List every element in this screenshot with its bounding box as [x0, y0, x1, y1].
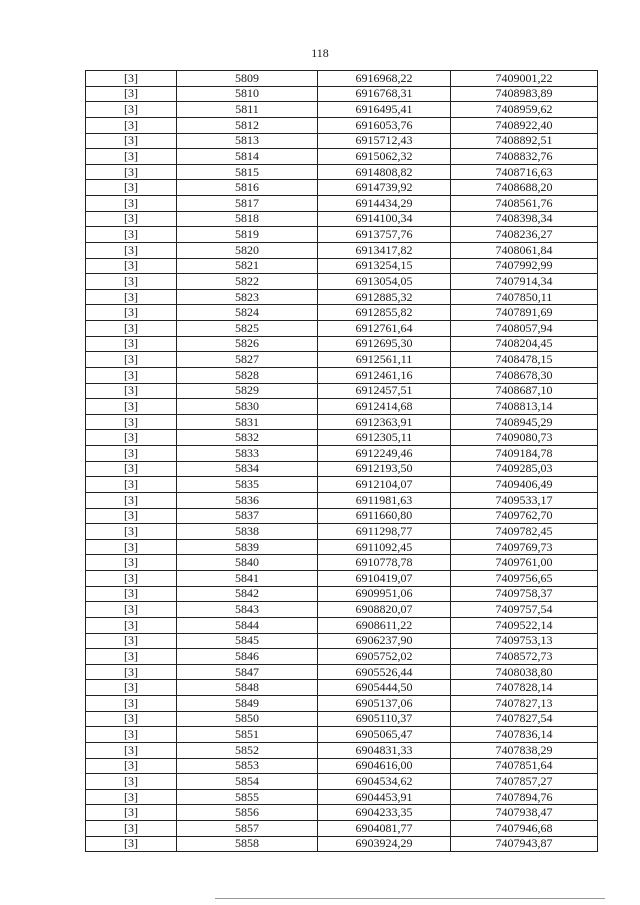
y-coordinate-cell: 7409762,70	[451, 508, 598, 524]
source-ref-cell: [3]	[86, 508, 177, 524]
table-row	[86, 71, 598, 87]
table-row	[86, 477, 598, 493]
x-coordinate-cell: 6915062,32	[318, 149, 451, 165]
table-row	[86, 274, 598, 290]
source-ref-cell: [3]	[86, 633, 177, 649]
table-row	[86, 727, 598, 743]
y-coordinate-cell: 7409522,14	[451, 617, 598, 633]
table-row	[86, 258, 598, 274]
y-coordinate-cell: 7409080,73	[451, 430, 598, 446]
y-coordinate-cell: 7408959,62	[451, 102, 598, 118]
y-coordinate-cell: 7408038,80	[451, 664, 598, 680]
point-number-cell: 5857	[177, 821, 318, 837]
source-ref-cell: [3]	[86, 149, 177, 165]
source-ref-cell: [3]	[86, 430, 177, 446]
y-coordinate-cell: 7409001,22	[451, 71, 598, 87]
table-row	[86, 617, 598, 633]
point-number-cell: 5827	[177, 352, 318, 368]
y-coordinate-cell: 7407850,11	[451, 289, 598, 305]
point-number-cell: 5842	[177, 586, 318, 602]
x-coordinate-cell: 6904233,35	[318, 805, 451, 821]
source-ref-cell: [3]	[86, 352, 177, 368]
point-number-cell: 5850	[177, 711, 318, 727]
y-coordinate-cell: 7407891,69	[451, 305, 598, 321]
source-ref-cell: [3]	[86, 180, 177, 196]
source-ref-cell: [3]	[86, 492, 177, 508]
y-coordinate-cell: 7409769,73	[451, 539, 598, 555]
y-coordinate-cell: 7408892,51	[451, 133, 598, 149]
point-number-cell: 5855	[177, 789, 318, 805]
y-coordinate-cell: 7408688,20	[451, 180, 598, 196]
source-ref-cell: [3]	[86, 774, 177, 790]
point-number-cell: 5817	[177, 196, 318, 212]
x-coordinate-cell: 6913254,15	[318, 258, 451, 274]
table-row	[86, 758, 598, 774]
source-ref-cell: [3]	[86, 196, 177, 212]
source-ref-cell: [3]	[86, 399, 177, 415]
x-coordinate-cell: 6914100,34	[318, 211, 451, 227]
table-row	[86, 821, 598, 837]
coordinates-table-body	[86, 71, 598, 852]
y-coordinate-cell: 7407914,34	[451, 274, 598, 290]
source-ref-cell: [3]	[86, 305, 177, 321]
source-ref-cell: [3]	[86, 133, 177, 149]
point-number-cell: 5814	[177, 149, 318, 165]
y-coordinate-cell: 7409184,78	[451, 446, 598, 462]
source-ref-cell: [3]	[86, 742, 177, 758]
point-number-cell: 5816	[177, 180, 318, 196]
table-row	[86, 149, 598, 165]
y-coordinate-cell: 7407857,27	[451, 774, 598, 790]
table-row	[86, 367, 598, 383]
y-coordinate-cell: 7408057,94	[451, 321, 598, 337]
point-number-cell: 5818	[177, 211, 318, 227]
point-number-cell: 5843	[177, 602, 318, 618]
x-coordinate-cell: 6905752,02	[318, 649, 451, 665]
x-coordinate-cell: 6912414,68	[318, 399, 451, 415]
y-coordinate-cell: 7408832,76	[451, 149, 598, 165]
x-coordinate-cell: 6905137,06	[318, 696, 451, 712]
source-ref-cell: [3]	[86, 617, 177, 633]
x-coordinate-cell: 6904534,62	[318, 774, 451, 790]
x-coordinate-cell: 6912193,50	[318, 461, 451, 477]
x-coordinate-cell: 6905065,47	[318, 727, 451, 743]
point-number-cell: 5831	[177, 414, 318, 430]
y-coordinate-cell: 7408922,40	[451, 117, 598, 133]
source-ref-cell: [3]	[86, 836, 177, 852]
x-coordinate-cell: 6916495,41	[318, 102, 451, 118]
table-row	[86, 336, 598, 352]
point-number-cell: 5846	[177, 649, 318, 665]
source-ref-cell: [3]	[86, 555, 177, 571]
point-number-cell: 5813	[177, 133, 318, 149]
table-row	[86, 430, 598, 446]
y-coordinate-cell: 7408687,10	[451, 383, 598, 399]
x-coordinate-cell: 6912885,32	[318, 289, 451, 305]
y-coordinate-cell: 7407943,87	[451, 836, 598, 852]
y-coordinate-cell: 7408478,15	[451, 352, 598, 368]
table-row	[86, 352, 598, 368]
point-number-cell: 5845	[177, 633, 318, 649]
x-coordinate-cell: 6905526,44	[318, 664, 451, 680]
point-number-cell: 5844	[177, 617, 318, 633]
source-ref-cell: [3]	[86, 789, 177, 805]
point-number-cell: 5838	[177, 524, 318, 540]
x-coordinate-cell: 6912249,46	[318, 446, 451, 462]
y-coordinate-cell: 7408716,63	[451, 164, 598, 180]
page-bottom-rule	[215, 898, 605, 899]
point-number-cell: 5847	[177, 664, 318, 680]
source-ref-cell: [3]	[86, 367, 177, 383]
x-coordinate-cell: 6913054,05	[318, 274, 451, 290]
x-coordinate-cell: 6910419,07	[318, 571, 451, 587]
table-row	[86, 586, 598, 602]
y-coordinate-cell: 7409757,54	[451, 602, 598, 618]
source-ref-cell: [3]	[86, 274, 177, 290]
source-ref-cell: [3]	[86, 805, 177, 821]
y-coordinate-cell: 7408572,73	[451, 649, 598, 665]
x-coordinate-cell: 6908820,07	[318, 602, 451, 618]
x-coordinate-cell: 6911981,63	[318, 492, 451, 508]
source-ref-cell: [3]	[86, 211, 177, 227]
table-row	[86, 539, 598, 555]
source-ref-cell: [3]	[86, 758, 177, 774]
point-number-cell: 5853	[177, 758, 318, 774]
table-row	[86, 133, 598, 149]
point-number-cell: 5856	[177, 805, 318, 821]
source-ref-cell: [3]	[86, 477, 177, 493]
point-number-cell: 5811	[177, 102, 318, 118]
x-coordinate-cell: 6912855,82	[318, 305, 451, 321]
table-row	[86, 508, 598, 524]
source-ref-cell: [3]	[86, 383, 177, 399]
table-row	[86, 571, 598, 587]
point-number-cell: 5833	[177, 446, 318, 462]
table-row	[86, 86, 598, 102]
source-ref-cell: [3]	[86, 602, 177, 618]
source-ref-cell: [3]	[86, 117, 177, 133]
source-ref-cell: [3]	[86, 227, 177, 243]
x-coordinate-cell: 6914434,29	[318, 196, 451, 212]
y-coordinate-cell: 7407938,47	[451, 805, 598, 821]
y-coordinate-cell: 7407838,29	[451, 742, 598, 758]
x-coordinate-cell: 6903924,29	[318, 836, 451, 852]
source-ref-cell: [3]	[86, 664, 177, 680]
point-number-cell: 5841	[177, 571, 318, 587]
point-number-cell: 5836	[177, 492, 318, 508]
x-coordinate-cell: 6913757,76	[318, 227, 451, 243]
table-row	[86, 602, 598, 618]
table-row	[86, 461, 598, 477]
table-row	[86, 805, 598, 821]
source-ref-cell: [3]	[86, 586, 177, 602]
table-row	[86, 446, 598, 462]
table-row	[86, 180, 598, 196]
x-coordinate-cell: 6912305,11	[318, 430, 451, 446]
y-coordinate-cell: 7408983,89	[451, 86, 598, 102]
x-coordinate-cell: 6904453,91	[318, 789, 451, 805]
table-row	[86, 742, 598, 758]
y-coordinate-cell: 7407992,99	[451, 258, 598, 274]
y-coordinate-cell: 7409758,37	[451, 586, 598, 602]
point-number-cell: 5810	[177, 86, 318, 102]
y-coordinate-cell: 7408813,14	[451, 399, 598, 415]
table-row	[86, 289, 598, 305]
table-row	[86, 196, 598, 212]
table-row	[86, 164, 598, 180]
table-row	[86, 524, 598, 540]
source-ref-cell: [3]	[86, 321, 177, 337]
x-coordinate-cell: 6915712,43	[318, 133, 451, 149]
coordinates-table	[85, 70, 598, 852]
source-ref-cell: [3]	[86, 258, 177, 274]
y-coordinate-cell: 7408204,45	[451, 336, 598, 352]
y-coordinate-cell: 7407851,64	[451, 758, 598, 774]
point-number-cell: 5820	[177, 242, 318, 258]
table-row	[86, 649, 598, 665]
point-number-cell: 5840	[177, 555, 318, 571]
x-coordinate-cell: 6912104,07	[318, 477, 451, 493]
x-coordinate-cell: 6912695,30	[318, 336, 451, 352]
source-ref-cell: [3]	[86, 821, 177, 837]
point-number-cell: 5815	[177, 164, 318, 180]
x-coordinate-cell: 6904831,33	[318, 742, 451, 758]
point-number-cell: 5851	[177, 727, 318, 743]
x-coordinate-cell: 6916968,22	[318, 71, 451, 87]
table-row	[86, 774, 598, 790]
point-number-cell: 5809	[177, 71, 318, 87]
y-coordinate-cell: 7407828,14	[451, 680, 598, 696]
x-coordinate-cell: 6904081,77	[318, 821, 451, 837]
source-ref-cell: [3]	[86, 571, 177, 587]
x-coordinate-cell: 6914739,92	[318, 180, 451, 196]
source-ref-cell: [3]	[86, 696, 177, 712]
x-coordinate-cell: 6911092,45	[318, 539, 451, 555]
y-coordinate-cell: 7407946,68	[451, 821, 598, 837]
x-coordinate-cell: 6913417,82	[318, 242, 451, 258]
table-row	[86, 789, 598, 805]
y-coordinate-cell: 7409533,17	[451, 492, 598, 508]
point-number-cell: 5828	[177, 367, 318, 383]
source-ref-cell: [3]	[86, 242, 177, 258]
y-coordinate-cell: 7408678,30	[451, 367, 598, 383]
y-coordinate-cell: 7408945,29	[451, 414, 598, 430]
point-number-cell: 5826	[177, 336, 318, 352]
point-number-cell: 5849	[177, 696, 318, 712]
point-number-cell: 5824	[177, 305, 318, 321]
point-number-cell: 5822	[177, 274, 318, 290]
table-row	[86, 664, 598, 680]
x-coordinate-cell: 6911298,77	[318, 524, 451, 540]
table-row	[86, 321, 598, 337]
y-coordinate-cell: 7407827,54	[451, 711, 598, 727]
y-coordinate-cell: 7409406,49	[451, 477, 598, 493]
point-number-cell: 5837	[177, 508, 318, 524]
x-coordinate-cell: 6912461,16	[318, 367, 451, 383]
table-row	[86, 680, 598, 696]
page-number: 118	[311, 46, 329, 60]
table-row	[86, 696, 598, 712]
y-coordinate-cell: 7409756,65	[451, 571, 598, 587]
table-row	[86, 633, 598, 649]
x-coordinate-cell: 6916768,31	[318, 86, 451, 102]
source-ref-cell: [3]	[86, 336, 177, 352]
y-coordinate-cell: 7408236,27	[451, 227, 598, 243]
point-number-cell: 5834	[177, 461, 318, 477]
x-coordinate-cell: 6914808,82	[318, 164, 451, 180]
point-number-cell: 5854	[177, 774, 318, 790]
x-coordinate-cell: 6912761,64	[318, 321, 451, 337]
y-coordinate-cell: 7409285,03	[451, 461, 598, 477]
x-coordinate-cell: 6910778,78	[318, 555, 451, 571]
source-ref-cell: [3]	[86, 414, 177, 430]
table-row	[86, 414, 598, 430]
y-coordinate-cell: 7409761,00	[451, 555, 598, 571]
x-coordinate-cell: 6909951,06	[318, 586, 451, 602]
source-ref-cell: [3]	[86, 461, 177, 477]
table-row	[86, 211, 598, 227]
x-coordinate-cell: 6905444,50	[318, 680, 451, 696]
source-ref-cell: [3]	[86, 71, 177, 87]
source-ref-cell: [3]	[86, 680, 177, 696]
source-ref-cell: [3]	[86, 164, 177, 180]
point-number-cell: 5821	[177, 258, 318, 274]
x-coordinate-cell: 6912457,51	[318, 383, 451, 399]
source-ref-cell: [3]	[86, 711, 177, 727]
point-number-cell: 5823	[177, 289, 318, 305]
table-row	[86, 227, 598, 243]
y-coordinate-cell: 7408561,76	[451, 196, 598, 212]
y-coordinate-cell: 7408398,34	[451, 211, 598, 227]
point-number-cell: 5858	[177, 836, 318, 852]
source-ref-cell: [3]	[86, 102, 177, 118]
point-number-cell: 5830	[177, 399, 318, 415]
table-row	[86, 305, 598, 321]
point-number-cell: 5835	[177, 477, 318, 493]
point-number-cell: 5819	[177, 227, 318, 243]
point-number-cell: 5832	[177, 430, 318, 446]
table-row	[86, 836, 598, 852]
y-coordinate-cell: 7409753,13	[451, 633, 598, 649]
table-row	[86, 555, 598, 571]
x-coordinate-cell: 6912363,91	[318, 414, 451, 430]
y-coordinate-cell: 7407894,76	[451, 789, 598, 805]
x-coordinate-cell: 6912561,11	[318, 352, 451, 368]
x-coordinate-cell: 6908611,22	[318, 617, 451, 633]
y-coordinate-cell: 7407827,13	[451, 696, 598, 712]
point-number-cell: 5829	[177, 383, 318, 399]
table-row	[86, 711, 598, 727]
y-coordinate-cell: 7407836,14	[451, 727, 598, 743]
x-coordinate-cell: 6906237,90	[318, 633, 451, 649]
point-number-cell: 5852	[177, 742, 318, 758]
table-row	[86, 492, 598, 508]
point-number-cell: 5848	[177, 680, 318, 696]
source-ref-cell: [3]	[86, 524, 177, 540]
table-row	[86, 102, 598, 118]
point-number-cell: 5839	[177, 539, 318, 555]
source-ref-cell: [3]	[86, 289, 177, 305]
source-ref-cell: [3]	[86, 446, 177, 462]
table-row	[86, 242, 598, 258]
y-coordinate-cell: 7408061,84	[451, 242, 598, 258]
y-coordinate-cell: 7409782,45	[451, 524, 598, 540]
x-coordinate-cell: 6904616,00	[318, 758, 451, 774]
point-number-cell: 5812	[177, 117, 318, 133]
x-coordinate-cell: 6905110,37	[318, 711, 451, 727]
table-row	[86, 117, 598, 133]
x-coordinate-cell: 6916053,76	[318, 117, 451, 133]
table-row	[86, 399, 598, 415]
source-ref-cell: [3]	[86, 649, 177, 665]
source-ref-cell: [3]	[86, 86, 177, 102]
source-ref-cell: [3]	[86, 539, 177, 555]
table-row	[86, 383, 598, 399]
source-ref-cell: [3]	[86, 727, 177, 743]
x-coordinate-cell: 6911660,80	[318, 508, 451, 524]
point-number-cell: 5825	[177, 321, 318, 337]
